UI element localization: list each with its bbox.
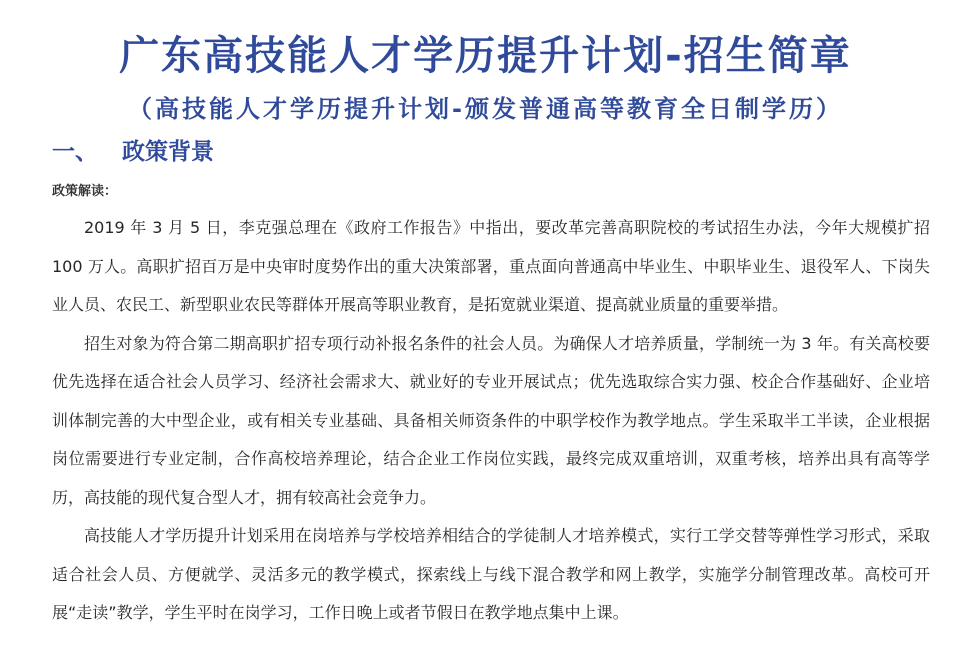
section-number: 一、 xyxy=(52,139,98,165)
body-text xyxy=(52,209,930,633)
paragraph-3: 高技能人才学历提升计划采用在岗培养与学校培养相结合的学徒制人才培养模式，实行工学交替等弹性学习形式，采取适合社会人员、方便就学、灵活多元的教学模式，探索线上与线下混合教学和网上教学，实施学分制管理改革。高校可开展“走读”教学，学生平时在岗学习，工作日晚上或者节假日在教学地点集中上课。 xyxy=(52,526,930,622)
section-heading xyxy=(52,136,214,168)
document-subtitle: （高技能人才学历提升计划-颁发普通高等教育全日制学历） xyxy=(128,95,843,123)
paragraph-1: 2019 年 3 月 5 日，李克强总理在《政府工作报告》中指出，要改革完善高职院校的考试招生办法，今年大规模扩招 100 万人。高职扩招百万是中央审时度势作出的重大决策部署，重点面向普通高中毕业生、中职毕业生、退役军人、下岗失业人员、农民工、新型职业农民等群体开展高等职业教育，是拓宽就业渠道、提高就业质量的重要举措。 xyxy=(52,218,930,314)
policy-label: 政策解读： xyxy=(52,184,118,199)
paragraph-2: 招生对象为符合第二期高职扩招专项行动补报名条件的社会人员。为确保人才培养质量，学制统一为 3 年。有关高校要优先选择在适合社会人员学习、经济社会需求大、就业好的专业开展试点；优先选取综合实力强、校企合作基础好、企业培训体制完善的大中型企业，或有相关专业基础、具备相关师资条件的中职学校作为教学地点。学生采取半工半读，企业根据岗位需要进行专业定制，合作高校培养理论，结合企业工作岗位实践，最终完成双重培训，双重考核，培养出具有高等学历，高技能的现代复合型人才，拥有较高社会竞争力。 xyxy=(52,333,930,507)
document-title: 广东高技能人才学历提升计划-招生简章 xyxy=(119,33,852,79)
section-title: 政策背景 xyxy=(122,139,214,165)
